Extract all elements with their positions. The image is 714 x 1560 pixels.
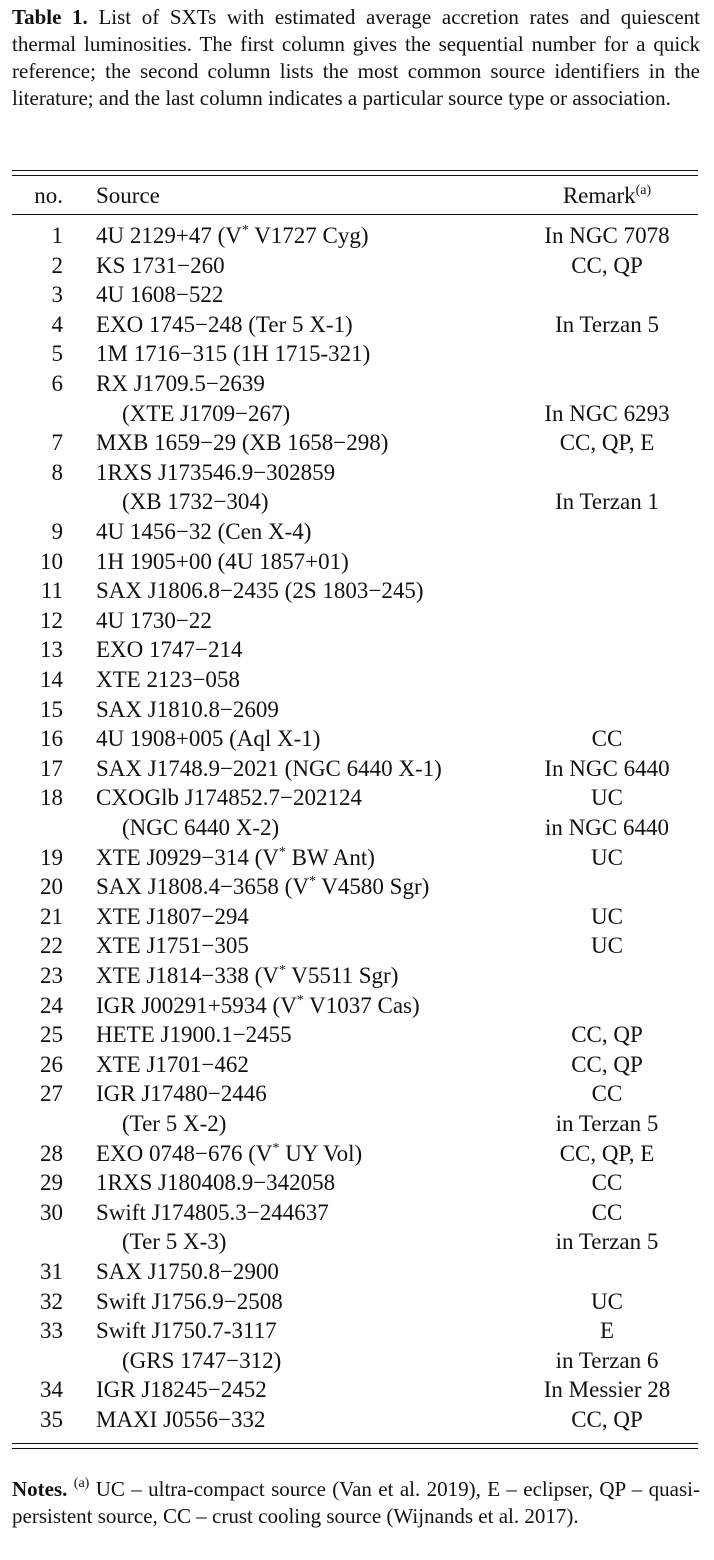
star-superscript: *	[308, 874, 316, 890]
cell-source: (Ter 5 X-2)	[122, 1111, 227, 1136]
cell-no: 16	[40, 726, 63, 752]
cell-remark: CC	[591, 1081, 623, 1107]
cell-source: (Ter 5 X-3)	[122, 1229, 227, 1255]
cell-source: 4U 1456−32 (Cen X-4)	[96, 519, 312, 544]
cell-no: 8	[51, 459, 63, 485]
cell-remark: CC	[591, 726, 623, 752]
cell-remark: In NGC 6440	[544, 755, 670, 781]
cell-remark: in Terzan 6	[555, 1347, 659, 1373]
cell-source: CXOGlb J174852.7−202124	[96, 785, 362, 811]
cell-remark: CC, QP	[571, 252, 643, 278]
cell-no: 34	[40, 1377, 63, 1403]
cell-source: MXB 1659−29 (XB 1658−298)	[96, 430, 389, 456]
cell-remark: in NGC 6440	[545, 815, 669, 840]
cell-source: XTE J1751−305	[96, 933, 249, 959]
star-superscript: *	[278, 844, 286, 860]
cell-source: XTE J1814−338 (V* V5511 Sgr)	[96, 963, 399, 988]
cell-source: SAX J1808.4−3658 (V* V4580 Sgr)	[96, 874, 430, 900]
cell-source: Swift J1756.9−2508	[96, 1288, 283, 1314]
table-bottom-rule	[12, 1443, 698, 1444]
cell-remark: CC, QP	[571, 1407, 643, 1432]
cell-source: XTE J0929−314 (V* BW Ant)	[96, 844, 375, 870]
star-superscript: *	[296, 992, 304, 1008]
table-row	[0, 1346, 714, 1376]
cell-source: (GRS 1747−312)	[122, 1347, 282, 1373]
table-row	[0, 1227, 714, 1257]
cell-no: 24	[40, 992, 63, 1018]
cell-source: 4U 1908+005 (Aql X-1)	[96, 726, 321, 752]
cell-no: 20	[40, 874, 63, 900]
cell-remark: In NGC 6293	[544, 400, 670, 426]
cell-no: 9	[51, 519, 63, 544]
cell-no: 27	[40, 1081, 63, 1107]
table-bottom-rule-2	[12, 1448, 698, 1449]
cell-no: 4	[51, 311, 63, 337]
cell-no: 26	[40, 1051, 63, 1077]
table-row	[0, 221, 714, 251]
cell-no: 17	[40, 755, 63, 781]
cell-no: 2	[51, 252, 63, 278]
cell-source: SAX J1810.8−2609	[96, 696, 279, 722]
cell-source: XTE J1807−294	[96, 903, 249, 929]
cell-no: 35	[40, 1407, 63, 1432]
cell-remark: CC, QP, E	[559, 1140, 655, 1166]
cell-source: IGR J00291+5934 (V* V1037 Cas)	[96, 992, 420, 1018]
cell-remark: In Terzan 5	[555, 311, 659, 337]
star-superscript: *	[278, 963, 286, 978]
cell-source: HETE J1900.1−2455	[96, 1022, 292, 1048]
cell-remark: UC	[591, 1288, 623, 1314]
cell-remark: In NGC 7078	[544, 223, 670, 248]
table-notes	[12, 1476, 700, 1530]
caption-label: Table 1.	[12, 5, 88, 29]
table-row	[0, 280, 714, 310]
cell-remark: CC	[591, 1199, 623, 1225]
cell-remark: CC	[591, 1170, 623, 1196]
table-row	[0, 961, 714, 991]
cell-remark: CC, QP	[571, 1022, 643, 1048]
cell-source: (XB 1732−304)	[122, 489, 269, 515]
cell-source: 1H 1905+00 (4U 1857+01)	[96, 548, 349, 574]
cell-no: 7	[51, 430, 63, 456]
cell-no: 12	[40, 607, 63, 633]
cell-no: 18	[40, 785, 63, 811]
table-caption	[12, 4, 700, 112]
table-row	[0, 606, 714, 636]
header-source: Source	[96, 183, 160, 208]
cell-no: 3	[51, 282, 63, 308]
cell-remark: UC	[591, 844, 623, 870]
header-no: no.	[34, 183, 63, 208]
table-row	[0, 428, 714, 458]
cell-source: IGR J17480−2446	[96, 1081, 267, 1107]
cell-no: 5	[51, 341, 63, 367]
cell-remark: in Terzan 5	[555, 1229, 659, 1255]
header-remark: Remark$^{(a)}$	[562, 183, 652, 208]
table-row	[0, 1020, 714, 1050]
table-row	[0, 754, 714, 784]
cell-source: Swift J1750.7-3117	[96, 1318, 277, 1344]
cell-remark: CC, QP, E	[559, 430, 655, 456]
table-row	[0, 1109, 714, 1139]
cell-no: 19	[40, 844, 63, 870]
table-row	[0, 843, 714, 873]
cell-no: 14	[40, 667, 63, 692]
cell-source: 1RXS J173546.9−302859	[96, 459, 336, 485]
cell-source: EXO 1747−214	[96, 637, 243, 663]
table-row	[0, 1050, 714, 1080]
table-row	[0, 576, 714, 606]
table-row	[0, 1316, 714, 1346]
cell-no: 28	[40, 1140, 63, 1166]
star-superscript: *	[272, 1140, 280, 1156]
cell-source: IGR J18245−2452	[96, 1377, 267, 1403]
header-remark-footnote: (a)	[635, 183, 652, 198]
cell-no: 29	[40, 1170, 63, 1196]
table-row	[0, 1375, 714, 1405]
cell-source: 4U 2129+47 (V* V1727 Cyg)	[96, 223, 369, 248]
cell-source: 1M 1716−315 (1H 1715-321)	[96, 341, 371, 367]
table-row	[0, 872, 714, 902]
cell-source: 4U 1730−22	[96, 607, 212, 633]
cell-source: (XTE J1709−267)	[122, 400, 291, 426]
cell-source: EXO 0748−676 (V* UY Vol)	[96, 1140, 363, 1166]
cell-source: SAX J1748.9−2021 (NGC 6440 X-1)	[96, 755, 442, 781]
table-row	[0, 1168, 714, 1198]
cell-remark: UC	[591, 933, 623, 959]
table-row	[0, 517, 714, 547]
cell-no: 10	[40, 548, 63, 574]
table-row	[0, 813, 714, 843]
cell-no: 1	[51, 223, 63, 248]
cell-no: 15	[40, 696, 63, 722]
star-superscript: *	[241, 223, 249, 238]
cell-source: XTE 2123−058	[96, 667, 240, 692]
table-row	[0, 310, 714, 340]
table-row	[0, 339, 714, 369]
table-top-rule	[12, 170, 698, 171]
cell-no: 22	[40, 933, 63, 959]
cell-no: 33	[40, 1318, 63, 1344]
table-row	[0, 1139, 714, 1169]
cell-no: 23	[40, 963, 63, 988]
table-top-rule-2	[12, 175, 698, 176]
cell-source: 1RXS J180408.9−342058	[96, 1170, 336, 1196]
cell-no: 30	[40, 1199, 63, 1225]
table-row	[0, 991, 714, 1021]
cell-source: KS 1731−260	[96, 252, 225, 278]
cell-remark: CC, QP	[571, 1051, 643, 1077]
table-header-row	[0, 181, 714, 211]
table-row	[0, 902, 714, 932]
cell-no: 31	[40, 1259, 63, 1284]
table-row	[0, 665, 714, 695]
table-row	[0, 251, 714, 281]
cell-remark: UC	[591, 903, 623, 929]
cell-source: RX J1709.5−2639	[96, 371, 265, 396]
table-row	[0, 724, 714, 754]
cell-no: 13	[40, 637, 63, 663]
table-row	[0, 1257, 714, 1287]
table-row	[0, 1405, 714, 1435]
cell-source: SAX J1750.8−2900	[96, 1259, 279, 1284]
caption-text: List of SXTs with estimated average accretion rates and quiescent thermal luminosities. The first column gives the sequential number for a quick reference; the second column lists the most common source identifiers in the literature; and the last column indicates a particular source type or association.	[12, 5, 700, 110]
notes-footnote-mark: (a)	[73, 1476, 90, 1491]
notes-text: UC – ultra-compact source (Van et al. 2019), E – eclipser, QP – quasi-persistent source, CC – crust cooling source (Wijnands et al. 2017).	[12, 1477, 700, 1528]
cell-remark: In Terzan 1	[555, 489, 659, 515]
table-row	[0, 399, 714, 429]
cell-source: 4U 1608−522	[96, 282, 224, 308]
cell-remark: E	[599, 1318, 615, 1344]
cell-source: XTE J1701−462	[96, 1051, 249, 1077]
table-row	[0, 783, 714, 813]
cell-source: EXO 1745−248 (Ter 5 X-1)	[96, 311, 353, 337]
table-row	[0, 931, 714, 961]
table-row	[0, 369, 714, 399]
cell-remark: UC	[591, 785, 623, 811]
table-row	[0, 1287, 714, 1317]
table-row	[0, 1079, 714, 1109]
cell-no: 32	[40, 1288, 63, 1314]
cell-source: (NGC 6440 X-2)	[122, 815, 280, 840]
cell-remark: In Messier 28	[543, 1377, 671, 1403]
cell-no: 6	[51, 371, 63, 396]
table-row	[0, 1198, 714, 1228]
table-row	[0, 547, 714, 577]
cell-source: Swift J174805.3−244637	[96, 1199, 329, 1225]
table-row	[0, 487, 714, 517]
cell-no: 21	[40, 903, 63, 929]
notes-label: Notes.	[12, 1477, 68, 1501]
table-header-rule	[12, 214, 698, 215]
cell-remark: in Terzan 5	[555, 1111, 659, 1136]
cell-source: SAX J1806.8−2435 (2S 1803−245)	[96, 578, 424, 604]
table-row	[0, 695, 714, 725]
table-row	[0, 635, 714, 665]
cell-source: MAXI J0556−332	[96, 1407, 266, 1432]
cell-no: 25	[40, 1022, 63, 1048]
cell-no: 11	[40, 578, 63, 604]
table-row	[0, 458, 714, 488]
